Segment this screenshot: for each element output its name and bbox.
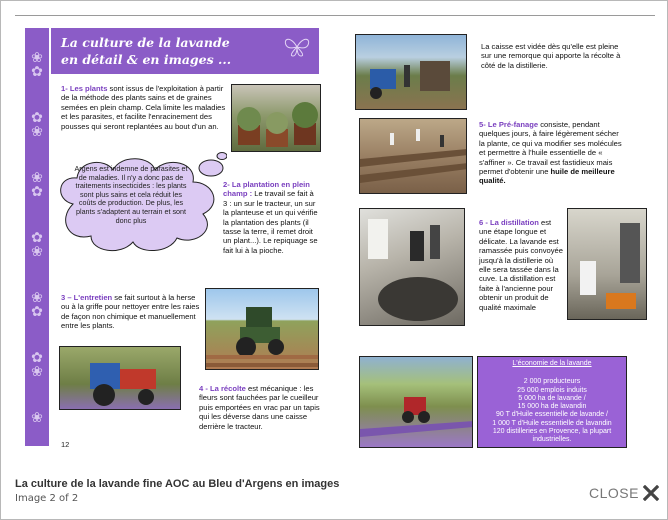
section-maintenance: [61, 293, 201, 331]
flower-ornament-icon: ❀ ✿: [31, 169, 43, 199]
flower-ornament-icon: ✿ ❀: [31, 349, 43, 379]
economy-line: 2 000 producteurs: [523, 378, 581, 386]
photo-crate-trailer: [355, 34, 467, 110]
economy-line: 5 000 ha de lavande /: [518, 394, 586, 402]
image-counter: Image 2 of 2: [15, 493, 79, 504]
lavender-sidebar: [25, 28, 49, 446]
prefanage-heading: 5- Le Pré-fanage: [479, 120, 539, 129]
economy-line: 15 000 ha de lavandin: [517, 403, 587, 411]
economy-line: 90 T d'Huile essentielle de lavande /: [496, 411, 608, 419]
flower-ornament-icon: ✿ ❀: [31, 109, 43, 139]
section-crate: [481, 42, 621, 70]
plants-body: sont issus de l'exploitation à partir de la méthode des plants sains et de graines semées en plein champ. Cela limite les maladies et les parasites, et facilite l'enracinement des pousses qui seront replantées au bout d'un an.: [61, 84, 226, 131]
economy-line: industrielles.: [532, 436, 572, 444]
economy-line: 1 000 T d'Huile essentielle de lavandin: [492, 419, 612, 427]
plants-heading: 1- Les plants: [61, 84, 108, 93]
title-line-1: La culture de la lavande: [61, 35, 230, 50]
section-harvest: [199, 384, 323, 431]
harvest-body: est mécanique : les fleurs sont fauchées par le cueilleur puis emportées en vrac par un tapis qui les déverse dans une caisse derrière le tracteur.: [199, 384, 320, 431]
prefanage-bold: huile de meilleure qualité.: [479, 167, 615, 186]
flower-ornament-icon: ✿ ❀: [31, 229, 43, 259]
lightbox-image: [15, 15, 655, 460]
economy-line: 120 distilleries en Provence, la plupart: [492, 428, 612, 436]
maintenance-body: se fait surtout à la herse ou à la griffe pour nettoyer entre les raies de façon non chimique et manuellement entre les plants.: [61, 293, 200, 331]
close-x-icon[interactable]: [643, 485, 659, 501]
image-caption: La culture de la lavande fine AOC au Bleu d'Argens en images: [15, 478, 340, 490]
photo-distillery-vat: [359, 208, 465, 326]
crate-body: La caisse est vidée dès qu'elle est pleine sur une remorque qui apporte la récolte à côté de la distillerie.: [481, 42, 621, 70]
title-line-2: en détail & en images ...: [61, 52, 232, 67]
photo-prefanage-field: [359, 118, 467, 194]
section-distillation: [479, 218, 563, 312]
close-button[interactable]: [589, 483, 659, 503]
flower-ornament-icon: ❀ ✿: [31, 49, 43, 79]
photo-lavender-field-tractor: [359, 356, 473, 448]
distillation-body: est une étape longue et délicate. La lavande est ramassée puis convoyée jusqu'à la distillerie où elle sera tassée dans la cuve. La distillation est faite à l'ancienne pour obtenir un produit de qualité maximale: [479, 218, 563, 312]
economy-line: 25 000 emplois induits: [517, 386, 587, 394]
planting-heading: 2- La plantation en plein champ :: [223, 180, 310, 199]
photo-potted-plants: [231, 84, 321, 152]
close-label: CLOSE: [589, 485, 639, 501]
photo-tractor-planting: [205, 288, 319, 370]
flower-ornament-icon: ❀: [31, 409, 43, 425]
photo-blue-tractor: [59, 346, 181, 410]
distillation-heading: 6 - La distillation: [479, 218, 539, 227]
photo-distillation-fire: [567, 208, 647, 320]
section-plants: [61, 84, 227, 131]
planting-body: Le travail se fait à 3 : un sur le tracteur, un sur la planteuse et un qui vérifie la plantation des plants (il tasse la terre, il remet droit un plant...). Le repiquage se fait lui à la pioche.: [223, 189, 318, 255]
maintenance-heading: 3 – L'entretien: [61, 293, 113, 302]
flower-ornament-icon: ❀ ✿: [31, 289, 43, 319]
cloud-note: Argens est indemne de parasites et de maladies. Il n'y a donc pas de traitements insecticides : les plants sont plus sains et cela réduit les coûts de production. De plus, les plants s'adaptent au terrain et sont donc plus: [74, 164, 188, 225]
page-title: [51, 28, 319, 74]
butterfly-icon: [283, 36, 311, 58]
prefanage-body: consiste, pendant quelques jours, à faire légèrement sécher la plante, ce qui va modifier ses molécules et permettre à l'huile essentielle de « s'affiner ». Ce travail est fastidieux mais permet d'obtenir une: [479, 120, 622, 177]
economy-title: L'économie de la lavande: [512, 360, 592, 367]
harvest-heading: 4 - La récolte: [199, 384, 246, 393]
section-prefanage: [479, 120, 623, 186]
page-number: 12: [61, 440, 70, 449]
section-planting: [223, 180, 319, 255]
economy-box: [477, 356, 627, 448]
